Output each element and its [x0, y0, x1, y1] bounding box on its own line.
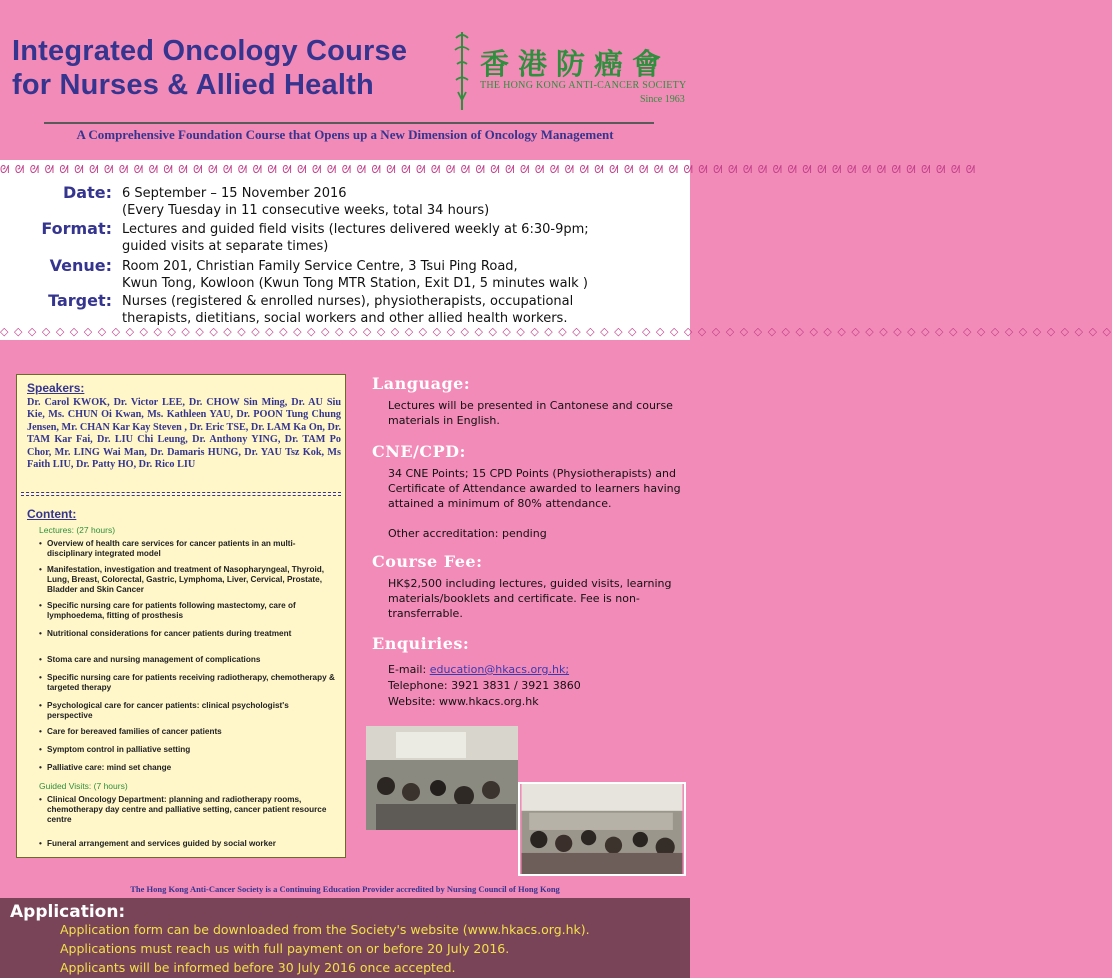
course-fee-heading: Course Fee:	[372, 552, 483, 571]
course-title	[12, 34, 407, 102]
format-label: Format:	[41, 219, 112, 238]
speakers-list: Dr. Carol KWOK, Dr. Victor LEE, Dr. CHOW Sin Ming, Dr. AU Siu Kie, Ms. CHUN Oi Kwan, Ms. Kathleen YAU, Dr. POON Tung Chung Jensen, Mr. CHAN Kar Kay Steven , Dr. Eric TSE, Dr. LAM Ka On, Dr. TAM Kar Fai, Dr. LIU Chi Leung, Dr. Anthony YING, Dr. TAM Po Chor, Mr. LING Wai Man, Dr. Damaris HUNG, Dr. YAU Tsz Kok, Ms Faith LIU, Dr. Patty HO, Dr. Rico LIU	[27, 397, 341, 471]
header-banner	[0, 0, 690, 160]
application-line-1: Application form can be downloaded from the Society's website (www.hkacs.org.hk).	[60, 922, 590, 937]
seminar-photo	[518, 782, 686, 876]
date-label: Date:	[63, 183, 112, 202]
lecture-item: • Care for bereaved families of cancer patients	[47, 727, 335, 737]
society-since: Since 1963	[640, 94, 685, 105]
title-line-2: for Nurses & Allied Health	[12, 69, 374, 101]
format-line-2: guided visits at separate times)	[122, 239, 329, 254]
course-subtitle: A Comprehensive Foundation Course that Opens up a New Dimension of Oncology Management	[76, 127, 614, 142]
content-heading: Content:	[27, 507, 77, 521]
language-heading: Language:	[372, 374, 471, 393]
lecture-item: • Stoma care and nursing management of complications	[47, 655, 335, 665]
telephone-line: Telephone: 3921 3831 / 3921 3860	[388, 679, 581, 692]
application-line-2: Applications must reach us with full payment on or before 20 July 2016.	[60, 941, 510, 956]
date-line-2: (Every Tuesday in 11 consecutive weeks, total 34 hours)	[122, 203, 490, 218]
visits-label: Guided Visits: (7 hours)	[39, 781, 128, 791]
course-fee-text: HK$2,500 including lectures, guided visits, learning materials/booklets and certificate. Fee is non-transferrable.	[388, 577, 672, 620]
header-divider	[44, 122, 654, 124]
target-label: Target:	[48, 291, 112, 310]
lecture-item: • Manifestation, investigation and treatment of Nasopharyngeal, Thyroid, Lung, Breast, Colorectal, Gastric, Lymphoma, Liver, Cervical, Prostate, Bladder and Skin Cancer	[47, 565, 335, 595]
enquiries-heading: Enquiries:	[372, 634, 470, 653]
date-value	[122, 185, 682, 219]
lecture-item: • Specific nursing care for patients following mastectomy, care of lymphoedema, fitting of prosthesis	[47, 601, 335, 621]
visit-item: • Clinical Oncology Department: planning and radiotherapy rooms, chemotherapy day centre and palliative setting, cancer patient resource centre	[47, 795, 335, 825]
society-logo-icon	[452, 30, 472, 112]
date-line-1: 6 September – 15 November 2016	[122, 186, 347, 201]
lecture-item: • Specific nursing care for patients receiving radiotherapy, chemotherapy & targeted therapy	[47, 673, 335, 693]
venue-value	[122, 258, 682, 292]
email-label: E-mail:	[388, 663, 430, 676]
target-line-1: Nurses (registered & enrolled nurses), physiotherapists, occupational	[122, 294, 574, 309]
email-link[interactable]: education@hkacs.org.hk;	[429, 663, 570, 676]
accreditation-notice: The Hong Kong Anti-Cancer Society is a Continuing Education Provider accredited by Nursing Council of Hong Kong	[130, 884, 560, 894]
venue-label: Venue:	[49, 256, 112, 275]
application-section	[0, 898, 690, 978]
speakers-content-panel	[16, 374, 346, 858]
lecture-item: • Palliative care: mind set change	[47, 763, 335, 773]
society-name-chinese: 香港防癌會	[480, 47, 671, 81]
decorative-border-bottom: ◇ ◇ ◇ ◇ ◇ ◇ ◇ ◇ ◇ ◇ ◇ ◇ ◇ ◇ ◇ ◇ ◇ ◇ ◇ ◇ ◇ ◇ ◇ ◇ ◇ ◇ ◇ ◇ ◇ ◇ ◇ ◇ ◇ ◇ ◇ ◇ ◇ ◇ ◇ ◇ ◇ ◇ ◇ ◇ ◇ ◇ ◇ ◇ ◇ ◇ ◇ ◇ ◇ ◇ ◇ ◇ ◇ ◇ ◇ ◇ ◇ ◇ ◇ ◇ ◇ ◇ ◇ ◇ ◇ ◇ ◇ ◇ ◇ ◇ ◇ ◇ ◇ ◇ ◇ ◇	[0, 325, 1112, 338]
cne-cpd-heading: CNE/CPD:	[372, 442, 466, 461]
application-heading: Application:	[10, 902, 126, 922]
lecture-item: • Symptom control in palliative setting	[47, 745, 335, 755]
cne-cpd-text: 34 CNE Points; 15 CPD Points (Physiotherapists) and Certificate of Attendance awarded to learners having attained a minimum of 80% attendance.	[388, 467, 681, 510]
target-value	[122, 293, 682, 327]
accreditation-status: Other accreditation: pending	[388, 527, 547, 540]
format-line-1: Lectures and guided field visits (lectures delivered weekly at 6:30-9pm;	[122, 222, 589, 237]
lectures-label: Lectures: (27 hours)	[39, 525, 116, 535]
venue-line-1: Room 201, Christian Family Service Centre, 3 Tsui Ping Road,	[122, 259, 518, 274]
website-line[interactable]: Website: www.hkacs.org.hk	[388, 695, 539, 708]
lecture-item: • Overview of health care services for cancer patients in an multi-disciplinary integrated model	[47, 539, 335, 559]
title-line-1: Integrated Oncology Course	[12, 35, 408, 67]
lecture-item: • Nutritional considerations for cancer patients during treatment	[47, 629, 335, 639]
panel-divider	[21, 492, 341, 496]
language-text: Lectures will be presented in Cantonese and course materials in English.	[388, 399, 673, 427]
decorative-border-top: ᘛ ᘛ ᘛ ᘛ ᘛ ᘛ ᘛ ᘛ ᘛ ᘛ ᘛ ᘛ ᘛ ᘛ ᘛ ᘛ ᘛ ᘛ ᘛ ᘛ ᘛ ᘛ ᘛ ᘛ ᘛ ᘛ ᘛ ᘛ ᘛ ᘛ ᘛ ᘛ ᘛ ᘛ ᘛ ᘛ ᘛ ᘛ ᘛ ᘛ ᘛ ᘛ ᘛ ᘛ ᘛ ᘛ ᘛ ᘛ ᘛ ᘛ ᘛ ᘛ ᘛ ᘛ ᘛ ᘛ ᘛ ᘛ ᘛ ᘛ ᘛ ᘛ ᘛ ᘛ ᘛ ᘛ	[0, 163, 977, 176]
email-line	[388, 662, 683, 677]
venue-line-2: Kwun Tong, Kowloon (Kwun Tong MTR Station, Exit D1, 5 minutes walk )	[122, 276, 588, 291]
speakers-heading: Speakers:	[27, 381, 85, 395]
target-line-2: therapists, dietitians, social workers and other allied health workers.	[122, 311, 568, 326]
lecture-item: • Psychological care for cancer patients: clinical psychologist's perspective	[47, 701, 335, 721]
visit-item: • Funeral arrangement and services guided by social worker	[47, 839, 335, 849]
application-line-3: Applicants will be informed before 30 July 2016 once accepted.	[60, 960, 456, 975]
format-value	[122, 221, 682, 255]
society-name-english: THE HONG KONG ANTI-CANCER SOCIETY	[480, 80, 687, 91]
classroom-photo	[366, 726, 518, 830]
